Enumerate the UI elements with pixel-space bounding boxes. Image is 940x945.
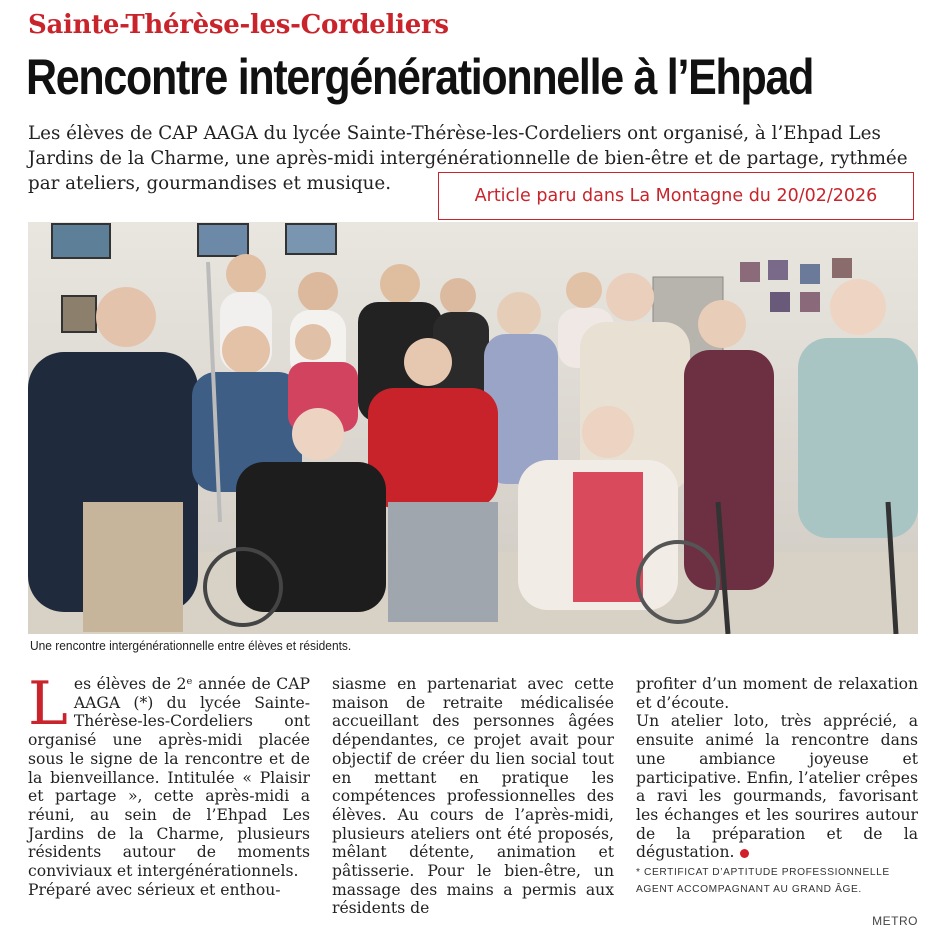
end-bullet-icon bbox=[740, 849, 749, 858]
drop-cap: L bbox=[28, 669, 68, 739]
column-1-text: es élèves de 2ᵉ année de CAP AAGA (*) du lycée Sainte-Thérèse-les-Cordeliers ont organisé une après-midi placée sous le signe de la rencontre et de la bienveillance. Intitulée « Plaisir et partage », cette après-midi a réuni, au sein de l’Ehpad Les Jardins de la Charme, plusieurs résidents autour de moments conviviaux et intergénérationnels. bbox=[28, 675, 310, 881]
article-headline: Rencontre intergénérationnelle à l’Ehpad bbox=[26, 49, 814, 105]
group-photo-illustration bbox=[28, 222, 918, 634]
column-2-text: siasme en partenariat avec cette maison de retraite médicalisée accueillant des personnes âgées dépendantes, ce projet avait pour objectif de créer du lien social tout en mettant en pratique les compétences professionnelles des élèves. Au cours de l’après-midi, plusieurs ateliers ont été proposés, mêlant détente, animation et pâtisserie. Pour le bien-être, un massage des mains a permis aux résidents de bbox=[332, 675, 614, 918]
article-column-3 bbox=[636, 675, 918, 862]
column-3-text: Un atelier loto, très apprécié, a ensuite animé la rencontre dans une ambiance joyeuse et participative. Enfin, l’atelier crêpes a ravi les gourmands, favorisant les échanges et les sourires autour de la préparation et de la dégustation. bbox=[636, 712, 918, 862]
footnote: * CERTIFICAT D’APTITUDE PROFESSIONNELLE AGENT ACCOMPAGNANT AU GRAND ÂGE. bbox=[636, 867, 890, 895]
section-kicker: Sainte-Thérèse-les-Cordeliers bbox=[28, 10, 449, 40]
column-1-paragraph bbox=[28, 669, 310, 881]
article-column-2 bbox=[332, 675, 614, 918]
publication-notice-text: Article paru dans La Montagne du 20/02/2026 bbox=[474, 186, 878, 206]
photo-caption: Une rencontre intergénérationnelle entre élèves et résidents. bbox=[30, 639, 352, 653]
group-photo bbox=[28, 222, 918, 634]
article-column-1 bbox=[28, 669, 310, 899]
article-lead: Les élèves de CAP AAGA du lycée Sainte-Thérèse-les-Cordeliers ont organisé, à l’Ehpad Les Jardins de la Charme, une après-midi intergénérationnelle de bien-être et de partage, rythmée par ateliers, gourmandises et musique. bbox=[28, 123, 908, 194]
publication-notice-box bbox=[438, 172, 914, 220]
page-footer: METRO bbox=[872, 914, 918, 928]
column-3-paragraph-1: profiter d’un moment de relaxation et d’écoute. bbox=[636, 675, 918, 712]
column-1-paragraph-2: Préparé avec sérieux et enthou- bbox=[28, 880, 281, 899]
column-3-paragraph-2 bbox=[636, 712, 918, 862]
